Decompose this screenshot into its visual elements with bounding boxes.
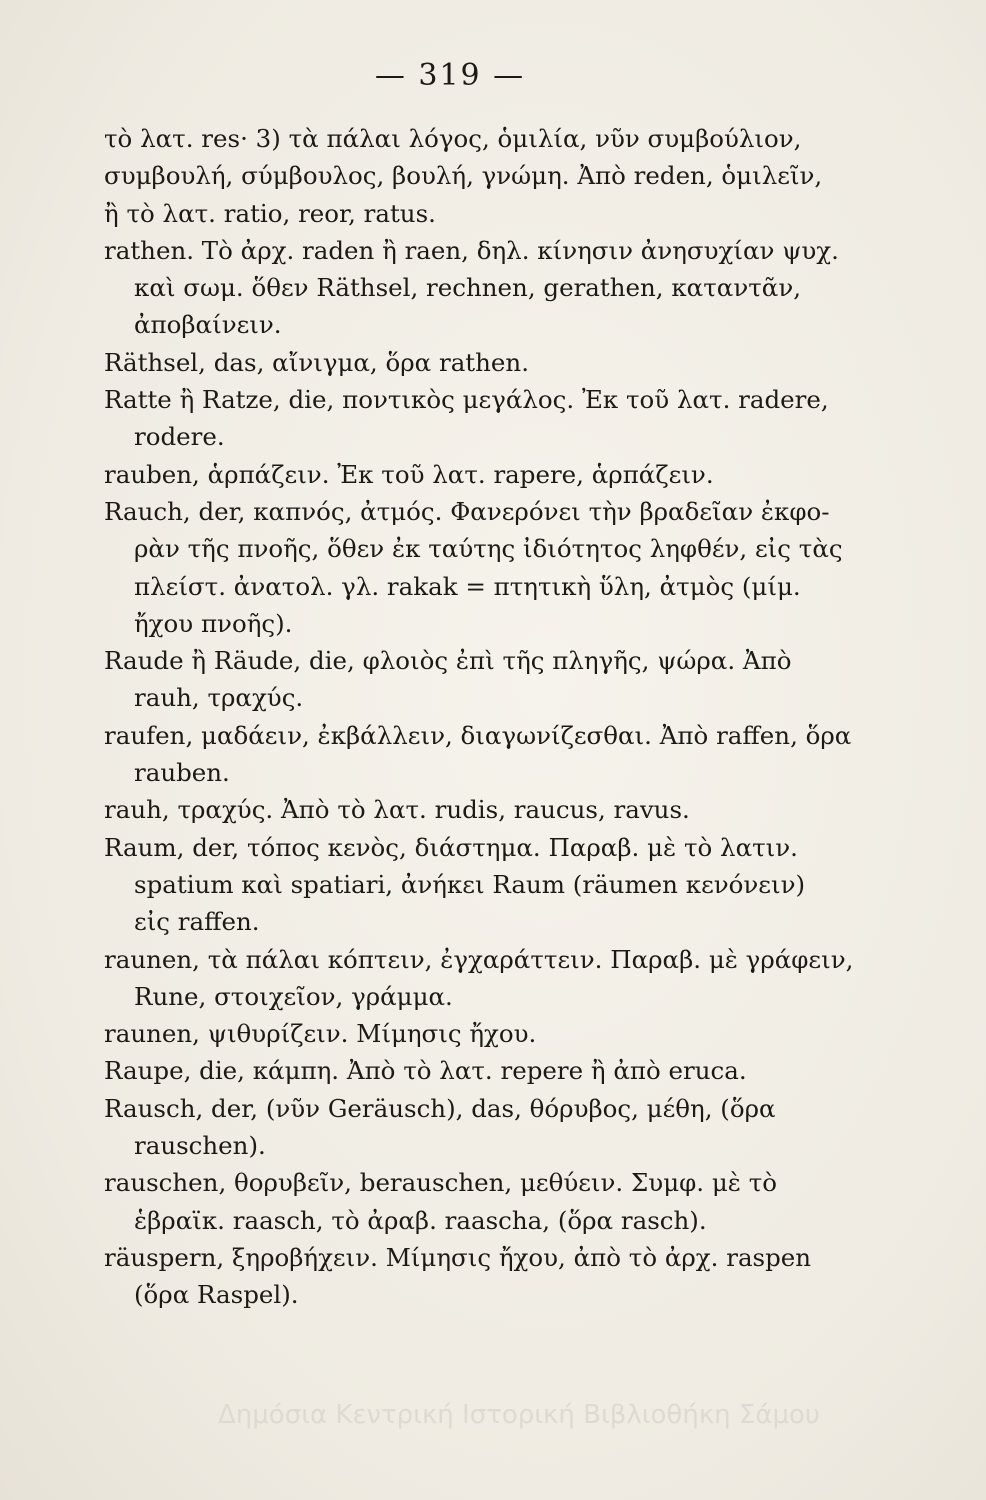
entry-line: rauschen, θορυβεῖν, berauschen, μεθύειν. Συμφ. μὲ τὸ xyxy=(104,1168,778,1198)
entry-line: rathen. Τὸ ἀρχ. raden ἢ raen, δηλ. κίνησιν ἀνησυχίαν ψυχ. xyxy=(104,235,839,265)
entry-line: raunen, ψιθυρίζειν. Μίμησις ἤχου. xyxy=(104,1019,537,1049)
entry-line: rauben, ἁρπάζειν. Ἐκ τοῦ λατ. rapere, ἁρπάζειν. xyxy=(104,459,714,489)
entry-line: Rune, στοιχεῖον, γράμμα. xyxy=(134,981,453,1011)
entry-line: Raupe, die, κάμπη. Ἀπὸ τὸ λατ. repere ἢ ἀπὸ eruca. xyxy=(104,1056,747,1086)
entry-line: rauh, τραχύς. xyxy=(134,683,304,713)
entry-line: Räthsel, das, αἴνιγμα, ὅρα rathen. xyxy=(104,347,529,377)
entry-line: συμβουλή, σύμβουλος, βουλή, γνώμη. Ἀπὸ reden, ὁμιλεῖν, xyxy=(104,161,823,191)
entry-line: rauh, τραχύς. Ἀπὸ τὸ λατ. rudis, raucus, ravus. xyxy=(104,795,690,825)
entry-line: spatium καὶ spatiari, ἀνήκει Raum (räumen κενόνειν) xyxy=(134,869,806,899)
entry-line: πλείστ. ἀνατολ. γλ. rakak = πτητικὴ ὕλη, ἀτμὸς (μίμ. xyxy=(134,571,801,601)
entry-line: ἢ τὸ λατ. ratio, reor, ratus. xyxy=(104,198,436,228)
entry-line: ἤχου πνοῆς). xyxy=(134,608,293,638)
entry-line: Ratte ἢ Ratze, die, ποντικὸς μεγάλος. Ἐκ τοῦ λατ. radere, xyxy=(104,385,829,415)
entry-line: Rauch, der, καπνός, ἀτμός. Φανερόνει τὴν βραδεῖαν ἐκφο- xyxy=(104,496,830,526)
entry-line: rauben. xyxy=(134,758,230,788)
entry-line: raufen, μαδάειν, ἐκβάλλειν, διαγωνίζεσθαι. Ἀπὸ raffen, ὅρα xyxy=(104,720,852,750)
entry-line: ἀποβαίνειν. xyxy=(134,310,282,340)
library-watermark: Δημόσια Κεντρική Ιστορική Βιβλιοθήκη Σάμου xyxy=(218,1400,820,1430)
entry-line: ἑβραϊκ. raasch, τὸ ἀραβ. raascha, (ὅρα rasch). xyxy=(134,1205,707,1235)
entry-line: räuspern, ξηροβήχειν. Μίμησις ἤχου, ἀπὸ τὸ ἀρχ. raspen xyxy=(104,1242,812,1272)
entry-line: Raum, der, τόπος κενὸς, διάστημα. Παραβ. μὲ τὸ λατιν. xyxy=(104,832,798,862)
entry-line: Rausch, der, (νῦν Geräusch), das, θόρυβος, μέθη, (ὅρα xyxy=(104,1093,776,1123)
page-number: — 319 — xyxy=(374,58,526,93)
entry-line: rodere. xyxy=(134,422,225,452)
entry-line: Raude ἢ Räude, die, φλοιὸς ἐπὶ τῆς πληγῆς, ψώρα. Ἀπὸ xyxy=(104,646,792,676)
entry-line: rauschen). xyxy=(134,1131,266,1161)
entry-line: τὸ λατ. res· 3) τὰ πάλαι λόγος, ὁμιλία, νῦν συμβούλιον, xyxy=(104,124,802,153)
entry-line: (ὅρα Raspel). xyxy=(134,1280,299,1310)
entry-line: ρὰν τῆς πνοῆς, ὅθεν ἐκ ταύτης ἰδιότητος ληφθέν, εἰς τὰς xyxy=(134,534,843,564)
entry-line: καὶ σωμ. ὅθεν Räthsel, rechnen, gerathen, καταντᾶν, xyxy=(134,273,802,303)
entry-line: raunen, τὰ πάλαι κόπτειν, ἐγχαράττειν. Παραβ. μὲ γράφειν, xyxy=(104,944,854,974)
dictionary-entries xyxy=(104,120,854,1314)
entry-line: εἰς raffen. xyxy=(134,907,260,937)
